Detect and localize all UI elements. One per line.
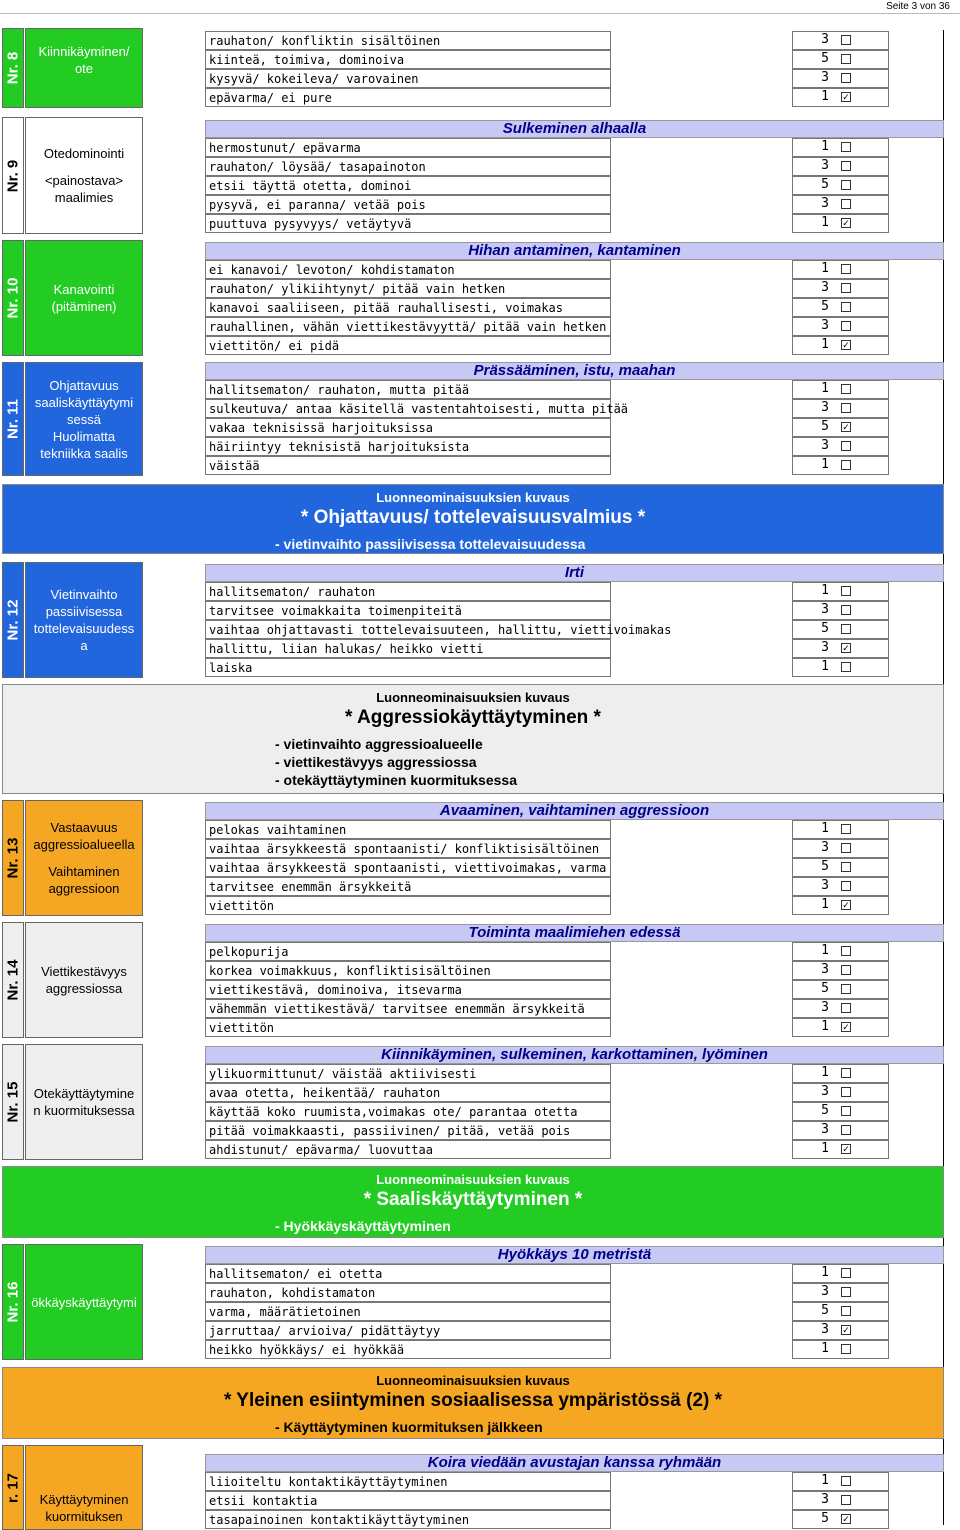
row-number: Nr. 12 (4, 599, 22, 641)
row-number-cell (2, 362, 24, 476)
checkbox[interactable] (841, 824, 851, 834)
option-text: liioiteltu kontaktikäyttäytyminen (205, 1472, 611, 1491)
page-number: Seite 3 von 36 (886, 1, 950, 12)
category-label-line: aggressioalueella (33, 837, 135, 852)
checkbox[interactable] (841, 862, 851, 872)
option-text: pelokas vaihtaminen (205, 820, 611, 839)
checkbox[interactable] (841, 302, 851, 312)
score-value: 3 (821, 158, 829, 173)
score-value: 1 (821, 1065, 829, 1080)
category-label-line: aggressioon (48, 881, 120, 896)
checkbox[interactable] (841, 1306, 851, 1316)
option-text: pitää voimakkaasti, passiivinen/ pitää, vetää pois (205, 1121, 611, 1140)
score-value: 5 (821, 419, 829, 434)
section-title-bar: Hihan antaminen, kantaminen (205, 242, 944, 260)
banner-description-line: - viettikestävyys aggressiossa (275, 754, 477, 770)
score-value: 3 (821, 70, 829, 85)
score-value: 1 (821, 1265, 829, 1280)
section-title-bar: Prässääminen, istu, maahan (205, 362, 944, 380)
option-text: käyttää koko ruumista,voimakas ote/ parantaa otetta (205, 1102, 611, 1121)
checkbox[interactable] (841, 1087, 851, 1097)
row-number: Nr. 16 (4, 1281, 22, 1323)
option-text: viettitön/ ei pidä (205, 336, 611, 355)
score-value: 3 (821, 1322, 829, 1337)
score-value: 3 (821, 1122, 829, 1137)
option-text: vaihtaa ärsykkeestä spontaanisti/ konfliktisisältöinen (205, 839, 611, 858)
option-text: tarvitsee voimakkaita toimenpiteitä (205, 601, 611, 620)
category-cell (25, 922, 143, 1038)
score-value: 1 (821, 1019, 829, 1034)
checkbox[interactable] (841, 946, 851, 956)
checkbox[interactable] (841, 384, 851, 394)
description-banner (2, 1367, 944, 1439)
option-text: varma, määrätietoinen (205, 1302, 611, 1321)
checkbox[interactable] (841, 843, 851, 853)
score-value: 1 (821, 1141, 829, 1156)
category-cell (25, 562, 143, 678)
checkbox[interactable] (841, 460, 851, 470)
score-value: 5 (821, 981, 829, 996)
checkbox[interactable] (841, 1003, 851, 1013)
banner-description-line: - Hyökkäyskäyttäytyminen (275, 1218, 451, 1234)
banner-subtitle: Luonneominaisuuksien kuvaus (376, 1172, 570, 1187)
option-text: vaihtaa ohjattavasti tottelevaisuuteen, hallittu, viettivoimakas (205, 620, 611, 639)
option-text: etsii täyttä otetta, dominoi (205, 176, 611, 195)
checkbox[interactable] (841, 965, 851, 975)
category-cell (25, 117, 143, 234)
option-text: hermostunut/ epävarma (205, 138, 611, 157)
score-value: 3 (821, 878, 829, 893)
score-value: 3 (821, 602, 829, 617)
checkbox[interactable] (841, 403, 851, 413)
category-cell (25, 1445, 143, 1530)
category-label-line: Huolimatta (52, 428, 116, 444)
banner-title: * Saaliskäyttäytyminen * (363, 1189, 583, 1210)
section-title-bar: Koira viedään avustajan kanssa ryhmään (205, 1454, 944, 1472)
row-number: Nr. 8 (4, 51, 22, 85)
option-text: jarruttaa/ arvioiva/ pidättäytyy (205, 1321, 611, 1340)
score-value: 3 (821, 1000, 829, 1015)
score-value: 1 (821, 583, 829, 598)
score-value: 5 (821, 51, 829, 66)
checkbox[interactable] (841, 624, 851, 634)
option-text: vakaa teknisissä harjoituksissa (205, 418, 611, 437)
category-cell (25, 362, 143, 476)
score-value: 1 (821, 943, 829, 958)
option-text: hallitsematon/ ei otetta (205, 1264, 611, 1283)
category-label-line: maalimies (54, 190, 114, 205)
checked-checkbox[interactable]: ✓ (842, 643, 850, 653)
score-value: 3 (821, 962, 829, 977)
checked-checkbox[interactable]: ✓ (842, 422, 850, 432)
option-text: laiska (205, 658, 611, 677)
row-number: Nr. 15 (4, 1081, 22, 1123)
score-value: 1 (821, 897, 829, 912)
checked-checkbox[interactable]: ✓ (842, 92, 850, 102)
category-label-line: kuormituksen (45, 1509, 123, 1524)
option-text: vähemmän viettikestävä/ tarvitsee enemmän ärsykkeitä (205, 999, 611, 1018)
checkbox[interactable] (841, 984, 851, 994)
checked-checkbox[interactable]: ✓ (842, 1022, 850, 1032)
score-value: 3 (821, 1084, 829, 1099)
section-title-bar: Sulkeminen alhaalla (205, 120, 944, 138)
option-text: korkea voimakkuus, konfliktisisältöinen (205, 961, 611, 980)
score-value: 1 (821, 659, 829, 674)
row-number-cell (2, 117, 24, 234)
score-value: 5 (821, 1303, 829, 1318)
checkbox[interactable] (841, 54, 851, 64)
option-text: rauhaton/ löysää/ tasapainoton (205, 157, 611, 176)
row-number: Nr. 13 (4, 837, 22, 879)
row-number-cell (2, 562, 24, 678)
score-value: 3 (821, 1284, 829, 1299)
checkbox[interactable] (841, 586, 851, 596)
category-label-line: Vastaavuus (50, 820, 118, 835)
category-label-line: tottelevaisuudess (33, 621, 135, 636)
banner-title: * Yleinen esiintyminen sosiaalisessa ympäristössä (2) * (223, 1390, 723, 1411)
score-value: 3 (821, 840, 829, 855)
score-value: 5 (821, 621, 829, 636)
section-title-bar: Toiminta maalimiehen edessä (205, 924, 944, 942)
category-label-line: Käyttäytyminen (39, 1492, 129, 1507)
banner-description-line: - vietinvaihto passiivisessa tottelevaisuudessa (275, 536, 586, 552)
score-value: 1 (821, 215, 829, 230)
category-label-line: Vaihtaminen (48, 864, 120, 879)
checkbox[interactable] (841, 142, 851, 152)
checkbox[interactable] (841, 881, 851, 891)
score-value: 3 (821, 1492, 829, 1507)
description-banner (2, 484, 944, 554)
option-text: hallitsematon/ rauhaton (205, 582, 611, 601)
checked-checkbox[interactable]: ✓ (842, 1144, 850, 1154)
score-value: 1 (821, 457, 829, 472)
row-number-cell (2, 1044, 24, 1160)
score-value: 1 (821, 381, 829, 396)
category-label-line: aggressiossa (45, 981, 123, 996)
category-label-line: tekniikka saalis (40, 445, 128, 461)
checkbox[interactable] (841, 321, 851, 331)
row-number-cell (2, 922, 24, 1038)
option-text: tasapainoinen kontaktikäyttäytyminen (205, 1510, 611, 1529)
option-text: kysyvä/ kokeileva/ varovainen (205, 69, 611, 88)
option-text: hallitsematon/ rauhaton, mutta pitää (205, 380, 611, 399)
banner-subtitle: Luonneominaisuuksien kuvaus (376, 490, 570, 505)
score-value: 1 (821, 261, 829, 276)
checked-checkbox[interactable]: ✓ (842, 218, 850, 228)
banner-subtitle: Luonneominaisuuksien kuvaus (376, 1373, 570, 1388)
banner-description-line: - vietinvaihto aggressioalueelle (275, 736, 483, 752)
checkbox[interactable] (841, 1476, 851, 1486)
checked-checkbox[interactable]: ✓ (842, 340, 850, 350)
checkbox[interactable] (841, 1125, 851, 1135)
row-number-cell (2, 240, 24, 356)
option-text: häiriintyy teknisistä harjoituksista (205, 437, 611, 456)
score-value: 1 (821, 89, 829, 104)
row-number-cell (2, 1244, 24, 1360)
option-text: viettikestävä, dominoiva, itsevarma (205, 980, 611, 999)
option-text: tarvitsee enemmän ärsykkeitä (205, 877, 611, 896)
score-value: 1 (821, 337, 829, 352)
score-value: 5 (821, 299, 829, 314)
checkbox[interactable] (841, 1287, 851, 1297)
category-label-line: a (80, 638, 88, 653)
score-value: 3 (821, 196, 829, 211)
checked-checkbox[interactable]: ✓ (842, 1325, 850, 1335)
category-label-line: passiivisessa (45, 604, 123, 619)
section-title-bar: Avaaminen, vaihtaminen aggressioon (205, 802, 944, 820)
row-number-cell (2, 800, 24, 916)
score-value: 1 (821, 1341, 829, 1356)
category-label-line: Otedominointi (43, 146, 125, 161)
banner-title: * Aggressiokäyttäytyminen * (345, 707, 601, 728)
option-text: hallittu, liian halukas/ heikko vietti (205, 639, 611, 658)
score-value: 5 (821, 859, 829, 874)
checked-checkbox[interactable]: ✓ (842, 1514, 850, 1524)
checkbox[interactable] (841, 264, 851, 274)
category-label-line: (pitäminen) (51, 299, 117, 314)
option-text: ylikuormittunut/ väistää aktiivisesti (205, 1064, 611, 1083)
score-value: 5 (821, 177, 829, 192)
option-text: rauhallinen, vähän viettikestävyyttä/ pitää vain hetken (205, 317, 611, 336)
checkbox[interactable] (841, 662, 851, 672)
score-value: 1 (821, 139, 829, 154)
category-cell (25, 800, 143, 916)
category-label-line: sessä (67, 411, 101, 427)
score-value: 3 (821, 400, 829, 415)
score-value: 3 (821, 640, 829, 655)
category-label-line: <painostava> (44, 173, 124, 188)
option-text: sulkeutuva/ antaa käsitellä vastentahtoisesti, mutta pitää (205, 399, 611, 418)
option-text: etsii kontaktia (205, 1491, 611, 1510)
option-text: viettitön (205, 896, 611, 915)
category-label-line: Kiinnikäyminen/ (38, 44, 130, 59)
section-title-bar: Kiinnikäyminen, sulkeminen, karkottaminen, lyöminen (205, 1046, 944, 1064)
banner-description-line: - Käyttäytyminen kuormituksen jälkkeen (275, 1419, 543, 1435)
option-text: kiinteä, toimiva, dominoiva (205, 50, 611, 69)
score-value: 3 (821, 32, 829, 47)
score-value: 3 (821, 318, 829, 333)
option-text: pysyvä, ei paranna/ vetää pois (205, 195, 611, 214)
banner-description-line: - otekäyttäytyminen kuormituksessa (275, 772, 517, 788)
row-number: Nr. 14 (4, 959, 22, 1001)
category-label-line: Kanavointi (53, 282, 115, 297)
description-banner (2, 684, 944, 794)
score-value: 1 (821, 1473, 829, 1488)
option-text: puuttuva pysyvyys/ vetäytyvä (205, 214, 611, 233)
banner-title: * Ohjattavuus/ tottelevaisuusvalmius * (300, 507, 646, 528)
checkbox[interactable] (841, 73, 851, 83)
checkbox[interactable] (841, 605, 851, 615)
option-text: vaihtaa ärsykkeestä spontaanisti, viettivoimakas, varma (205, 858, 611, 877)
option-text: avaa otetta, heikentää/ rauhaton (205, 1083, 611, 1102)
category-label-line: n kuormituksessa (33, 1103, 135, 1118)
checked-checkbox[interactable]: ✓ (842, 900, 850, 910)
row-number: Nr. 10 (4, 277, 22, 319)
option-text: rauhaton, kohdistamaton (205, 1283, 611, 1302)
option-text: rauhaton/ konfliktin sisältöinen (205, 31, 611, 50)
checkbox[interactable] (841, 1068, 851, 1078)
row-number-cell (2, 1445, 24, 1530)
score-value: 3 (821, 280, 829, 295)
section-title-bar: Hyökkäys 10 metristä (205, 1246, 944, 1264)
checkbox[interactable] (841, 180, 851, 190)
option-text: epävarma/ ei pure (205, 88, 611, 107)
category-cell (25, 1244, 143, 1360)
section-title-bar: Irti (205, 564, 944, 582)
checkbox[interactable] (841, 1268, 851, 1278)
banner-subtitle: Luonneominaisuuksien kuvaus (376, 690, 570, 705)
option-text: ei kanavoi/ levoton/ kohdistamaton (205, 260, 611, 279)
category-label-line: Otekäyttäytymine (33, 1086, 135, 1101)
checkbox[interactable] (841, 161, 851, 171)
header-rule (0, 13, 960, 14)
checkbox[interactable] (841, 1106, 851, 1116)
category-label-line: ökkäyskäyttäytymi (31, 1294, 137, 1310)
option-text: ahdistunut/ epävarma/ luovuttaa (205, 1140, 611, 1159)
category-label-line: ote (74, 61, 94, 76)
checkbox[interactable] (841, 283, 851, 293)
score-value: 5 (821, 1511, 829, 1526)
option-text: heikko hyökkäys/ ei hyökkää (205, 1340, 611, 1359)
row-number: Nr. 9 (4, 159, 22, 192)
checkbox[interactable] (841, 1495, 851, 1505)
category-cell (25, 240, 143, 356)
option-text: rauhaton/ ylikiihtynyt/ pitää vain hetken (205, 279, 611, 298)
category-cell (25, 28, 143, 108)
score-value: 1 (821, 821, 829, 836)
category-label-line: Ohjattavuus (49, 377, 119, 393)
option-text: viettitön (205, 1018, 611, 1037)
category-cell (25, 1044, 143, 1160)
category-label-line: Viettikestävyys (41, 964, 127, 979)
category-label-line: saaliskäyttäytymi (34, 394, 134, 410)
row-number: r. 17 (4, 1472, 22, 1503)
description-banner (2, 1166, 944, 1238)
checkbox[interactable] (841, 1344, 851, 1354)
category-label-line: Vietinvaihto (50, 587, 118, 602)
row-number-cell (2, 28, 24, 108)
checkbox[interactable] (841, 199, 851, 209)
score-value: 5 (821, 1103, 829, 1118)
option-text: pelkopurija (205, 942, 611, 961)
score-value: 3 (821, 438, 829, 453)
checkbox[interactable] (841, 35, 851, 45)
checkbox[interactable] (841, 441, 851, 451)
row-number: Nr. 11 (4, 398, 22, 440)
option-text: väistää (205, 456, 611, 475)
option-text: kanavoi saaliiseen, pitää rauhallisesti, voimakas (205, 298, 611, 317)
